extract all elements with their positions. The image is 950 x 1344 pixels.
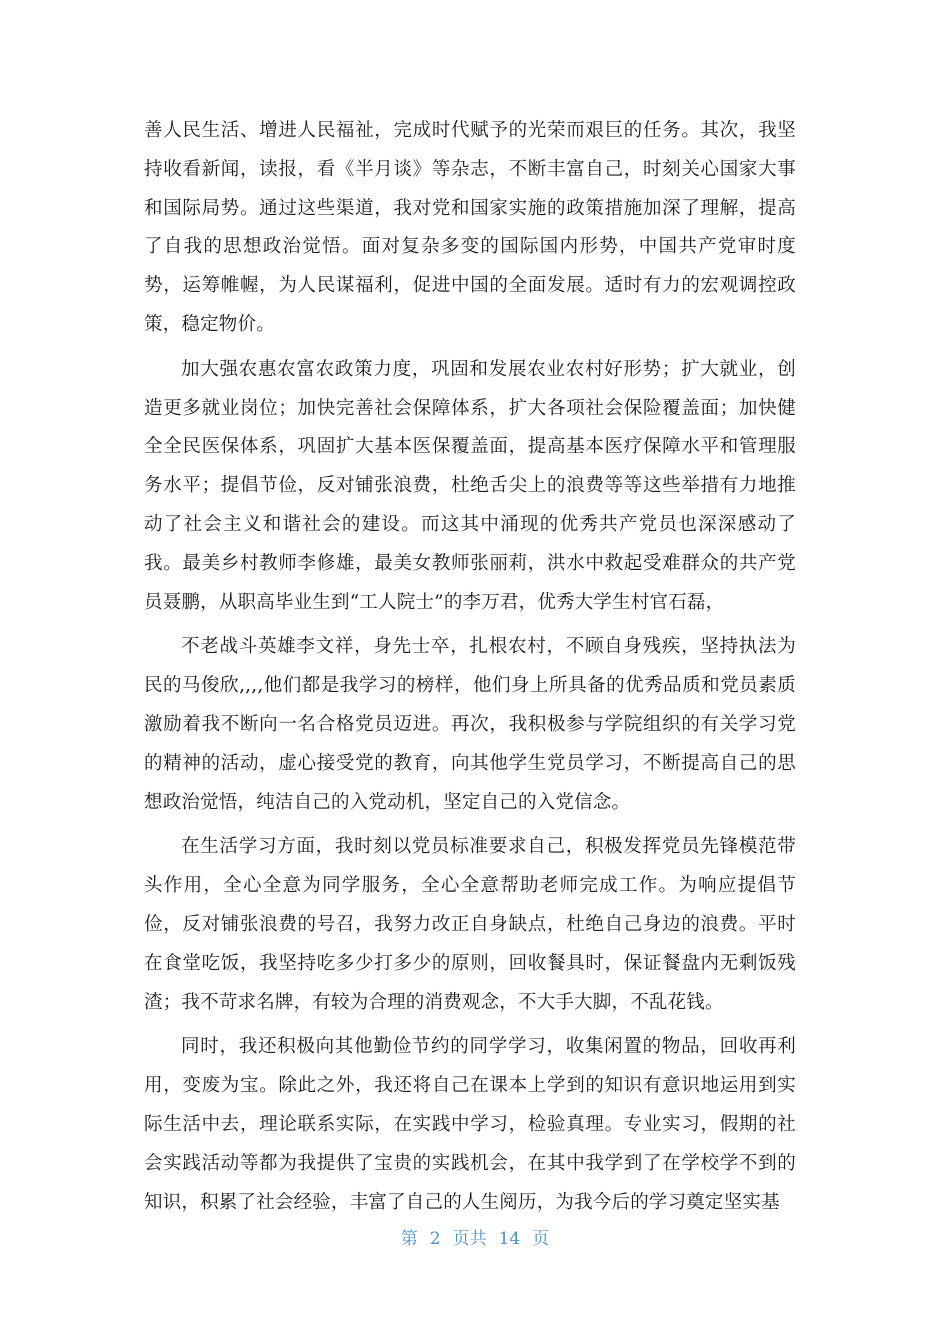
paragraph-1: 善人民生活、增进人民福祉，完成时代赋予的光荣而艰巨的任务。其次，我坚持收看新闻，读报，看《半月谈》等杂志，不断丰富自己，时刻关心国家大事和国际局势。通过这些渠道，我对党和国家实施的政策措施加深了理解，提高了自我的思想政治觉悟。面对复杂多变的国际国内形势，中国共产党审时度势，运筹帷幄，为人民谋福利，促进中国的全面发展。适时有力的宏观调控政策，稳定物价。: [144, 120, 796, 335]
footer-middle: 页共: [452, 1229, 487, 1249]
paragraph-5: 同时，我还积极向其他勤俭节约的同学学习，收集闲置的物品，回收再利用，变废为宝。除此之外，我还将自己在课本上学到的知识有意识地运用到实际生活中去，理论联系实际，在实践中学习，检验真理。专业实习，假期的社会实践活动等都为我提供了宝贵的实践机会，在其中我学到了在学校学不到的知识，积累了社会经验，丰富了自己的人生阅历，为我今后的学习奠定坚实基: [144, 1036, 796, 1213]
footer-prefix: 第: [400, 1229, 418, 1249]
footer-suffix: 页: [532, 1229, 550, 1249]
footer-total-pages: 14: [498, 1229, 521, 1249]
paragraph-3: 不老战斗英雄李文祥，身先士卒，扎根农村，不顾自身残疾，坚持执法为民的马俊欣,,,,他们都是我学习的榜样，他们身上所具备的优秀品质和党员素质激励着我不断向一名合格党员迈进。再次，我积极参与学院组织的有关学习党的精神的活动，虚心接受党的教育，向其他学生党员学习，不断提高自己的思想政治觉悟，纯洁自己的入党动机，坚定自己的入党信念。: [144, 636, 796, 813]
paragraph-2: 加大强农惠农富农政策力度，巩固和发展农业农村好形势；扩大就业，创造更多就业岗位；加快完善社会保障体系，扩大各项社会保险覆盖面；加快健全全民医保体系，巩固扩大基本医保覆盖面，提高基本医疗保障水平和管理服务水平；提倡节俭，反对铺张浪费，杜绝舌尖上的浪费等等这些举措有力地推动了社会主义和谐社会的建设。而这其中涌现的优秀共产党员也深深感动了我。最美乡村教师李修雄，最美女教师张丽莉，洪水中救起受难群众的共产党员聂鹏，从职高毕业生到“工人院士”的李万君，优秀大学生村官石磊，: [144, 358, 796, 613]
paragraph-4: 在生活学习方面，我时刻以党员标准要求自己，积极发挥党员先锋模范带头作用，全心全意为同学服务，全心全意帮助老师完成工作。为响应提倡节俭，反对铺张浪费的号召，我努力改正自身缺点，杜绝自己身边的浪费。平时在食堂吃饭，我坚持吃多少打多少的原则，回收餐具时，保证餐盘内无剩饭残渣；我不苛求名牌，有较为合理的消费观念，不大手大脚，不乱花钱。: [144, 836, 796, 1013]
footer-current-page: 2: [429, 1229, 441, 1249]
page-footer: [0, 1224, 950, 1249]
document-body: [144, 112, 796, 1228]
